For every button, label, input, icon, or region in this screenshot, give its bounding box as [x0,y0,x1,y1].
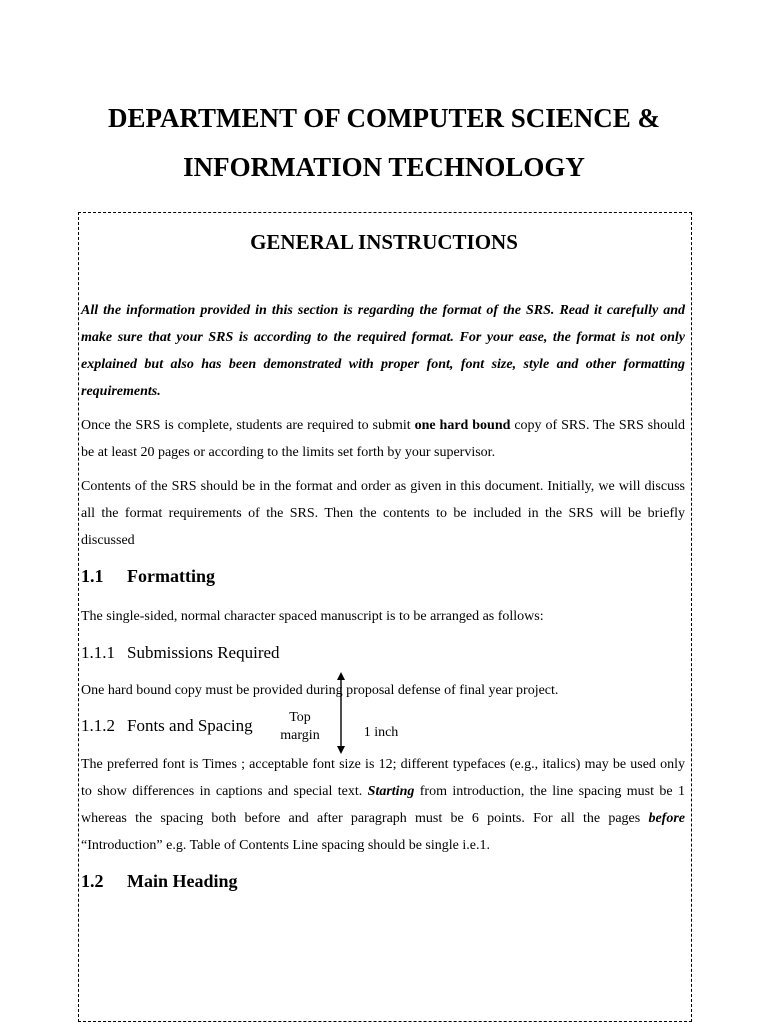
top-margin-label [270,709,330,745]
fonts-text-c: from introduction, the line spacing must be 1 whereas the spacing both before and after paragraph must be 6 points. For all the pages [81,784,685,826]
section-title: Main Heading [127,871,238,891]
department-title-line2: INFORMATION TECHNOLOGY [183,152,585,182]
section-title: Fonts and Spacing [127,716,253,735]
double-arrow-icon [334,672,348,754]
submissions-paragraph: One hard bound copy must be provided during proposal defense of final year project. [81,683,559,698]
fonts-paragraph [81,751,685,859]
submission-text-bold: one hard bound [414,418,511,433]
intro-paragraph: All the information provided in this section is regarding the format of the SRS. Read it carefully and make sure that your SRS is according to the required format. For your ease, the format is not only explained but also has been demonstrated with proper font, font size, style and other formatting requirements. [81,303,685,399]
department-title [0,94,768,192]
general-instructions-heading: GENERAL INSTRUCTIONS [250,230,518,254]
section-1-1-heading [81,566,215,587]
fonts-text-e: “Introduction” e.g. Table of Contents Line spacing should be single i.e.1. [81,838,490,853]
margin-label: margin [280,728,320,743]
section-number: 1.2 [81,871,104,891]
one-inch-label: 1 inch [363,725,399,740]
fonts-text-starting: Starting [367,784,415,799]
section-1-2-heading [81,871,238,892]
section-1-1-1-heading [81,643,280,663]
section-title: Formatting [127,566,215,586]
department-title-line1: DEPARTMENT OF COMPUTER SCIENCE & [107,103,661,133]
submission-text-before: Once the SRS is complete, students are required to submit [81,418,415,433]
submission-paragraph [81,412,685,466]
section-number: 1.1.1 [81,643,115,662]
section-number: 1.1.2 [81,716,115,735]
contents-paragraph: Contents of the SRS should be in the format and order as given in this document. Initially, we will discuss all the format requirements of the SRS. Then the contents to be included in the SRS will be briefly discussed [81,479,685,548]
section-1-1-2-heading [81,716,253,736]
top-label: Top [289,710,311,725]
formatting-paragraph: The single-sided, normal character spaced manuscript is to be arranged as follows: [81,609,544,624]
submission-text-after: copy of SRS. The SRS should be at least 20 pages or according to the limits set forth by your supervisor. [81,418,686,460]
fonts-text-before: before [648,811,685,826]
section-number: 1.1 [81,566,104,586]
section-title: Submissions Required [127,643,280,662]
fonts-text-a: The preferred font is Times ; acceptable font size is 12; different typefaces (e.g., italics) may be used only to show differences in captions and special text. [81,757,685,799]
